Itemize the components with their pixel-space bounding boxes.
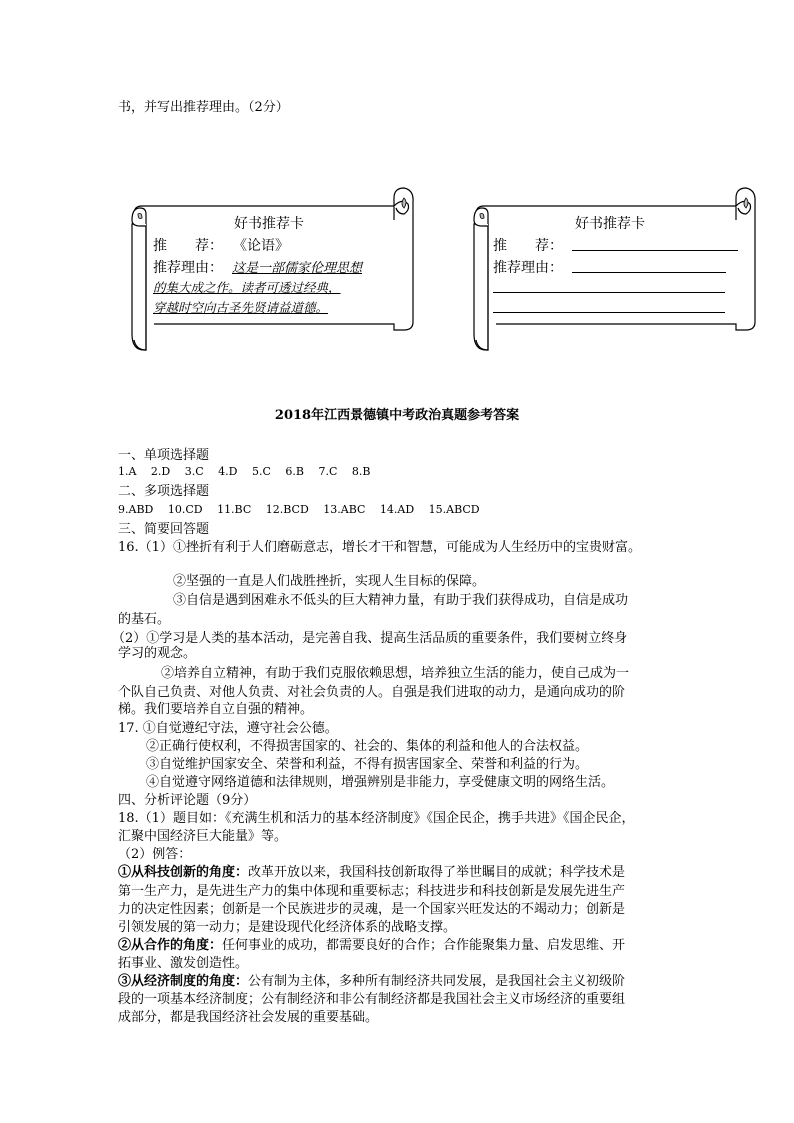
q16-2-point-2-line1: ②培养自立精神，有助于我们克服依赖思想，培养独立生活的能力，使自己成为一 — [161, 666, 630, 681]
card-right-reason-blank-2[interactable] — [493, 292, 725, 293]
para-tech-line1 — [118, 861, 625, 880]
para-coop-line1 — [118, 934, 625, 953]
para-tech-line2: 第一生产力，是先进生产力的集中体现和重要标志；科技进步和科技创新是发展先进生产 — [118, 884, 626, 899]
para-coop-text-1: 任何事业的成功，都需要良好的合作；合作能聚集力量、启发思维、开 — [222, 938, 626, 953]
card-right-rec-blank[interactable] — [572, 250, 738, 251]
q18-2-label: （2）例答： — [118, 847, 192, 862]
card-left-rec-value: 《论语》 — [233, 238, 289, 254]
section-1-heading: 一、单项选择题 — [118, 448, 210, 463]
q16-2-point-2-line2: 个队自己负责、对他人负责、对社会负责的人。自强是我们进取的动力，是通向成功的阶 — [118, 685, 626, 700]
card-left-reason-line2: 的集大成之作。读者可透过经典， — [153, 280, 341, 295]
para-coop-line2: 拓事业、激发创造性。 — [118, 956, 249, 971]
para-tech-line4: 引领发展的第一动力；是建设现代化经济体系的战略支撑。 — [118, 920, 457, 935]
card-right-rec-label: 推 荐： — [493, 238, 563, 254]
para-tech-line3: 力的决定性因素；创新是一个民族进步的灵魂，是一个国家兴旺发达的不竭动力；创新是 — [118, 902, 626, 917]
q17-point-1: 17. ①自觉遵纪守法，遵守社会公德。 — [118, 721, 338, 736]
q16-1-point-1: 16.（1）①挫折有利于人们磨砺意志，增长才干和智慧，可能成为人生经历中的宝贵财富。 — [118, 540, 641, 555]
para-coop-heading: ②从合作的角度： — [118, 938, 223, 953]
para-econ-line2: 段的一项基本经济制度；公有制经济和非公有制经济都是我国社会主义市场经济的重要组 — [118, 992, 626, 1007]
card-right-reason-blank-3[interactable] — [493, 312, 725, 313]
para-econ-line3: 成部分，都是我国经济社会发展的重要基础。 — [118, 1010, 379, 1025]
q18-1-line2: 汇聚中国经济巨大能量》等。 — [118, 829, 288, 844]
answer-title: 2018年江西景德镇中考政治真题参考答案 — [274, 408, 520, 423]
para-econ-heading: ③从经济制度的角度： — [118, 974, 249, 989]
q16-1-point-2: ②坚强的一直是人们战胜挫折，实现人生目标的保障。 — [173, 574, 486, 589]
intro-text: 书，并写出推荐理由。（2分） — [118, 100, 289, 115]
card-right-title: 好书推荐卡 — [575, 216, 645, 232]
q17-point-4: ④自觉遵守网络道德和法律规则，增强辨别是非能力，享受健康文明的网络生活。 — [146, 775, 615, 790]
para-tech-text-1: 改革开放以来，我国科技创新取得了举世瞩目的成就；科学技术是 — [248, 865, 626, 880]
q17-point-3: ③自觉维护国家安全、荣誉和利益，不得有损害国家全、荣誉和利益的行为。 — [146, 757, 589, 772]
card-left-title: 好书推荐卡 — [234, 216, 304, 232]
q16-1-point-3-line1: ③自信是遇到困难永不低头的巨大精神力量，有助于我们获得成功，自信是成功 — [173, 593, 629, 608]
card-right-reason-label: 推荐理由： — [493, 260, 563, 276]
card-left-reason-label: 推荐理由： — [153, 260, 223, 276]
section-2-heading: 二、多项选择题 — [118, 484, 210, 499]
section-1-answers: 1.A 2.D 3.C 4.D 5.C 6.B 7.C 8.B — [118, 465, 371, 478]
card-left-reason-line3: 穿越时空向古圣先贤请益道德。 — [153, 300, 329, 315]
para-tech-heading: ①从科技创新的角度： — [118, 865, 249, 880]
section-2-answers: 9.ABD 10.CD 11.BC 12.BCD 13.ABC 14.AD 15.ABCD — [118, 503, 480, 516]
q18-1-line1: 18.（1）题目如：《充满生机和活力的基本经济制度》《国企民企，携手共进》《国企民企， — [118, 811, 635, 826]
card-left-rec-label: 推 荐： — [153, 238, 223, 254]
card-right-reason-blank-1[interactable] — [572, 272, 726, 273]
q16-2-point-1-line2: 学习的观念。 — [118, 646, 197, 661]
section-3-heading: 三、简要回答题 — [118, 522, 210, 537]
card-left-reason-line1: 这是一部儒家伦理思想 — [232, 261, 363, 276]
q17-point-2: ②正确行使权利，不得损害国家的、社会的、集体的利益和他人的合法权益。 — [146, 739, 589, 754]
q16-2-point-2-line3: 梯。我们要培养自立自强的精神。 — [118, 702, 314, 717]
para-econ-line1 — [118, 970, 625, 989]
para-econ-text-1: 公有制为主体，多种所有制经济共同发展，是我国社会主义初级阶 — [248, 974, 626, 989]
q16-2-point-1-line1: （2）①学习是人类的基本活动，是完善自我、提高生活品质的重要条件，我们要树立终身 — [112, 631, 628, 646]
section-4-heading: 四、分析评论题（9分） — [118, 793, 257, 808]
q16-1-point-3-line2: 的基石。 — [118, 612, 171, 627]
